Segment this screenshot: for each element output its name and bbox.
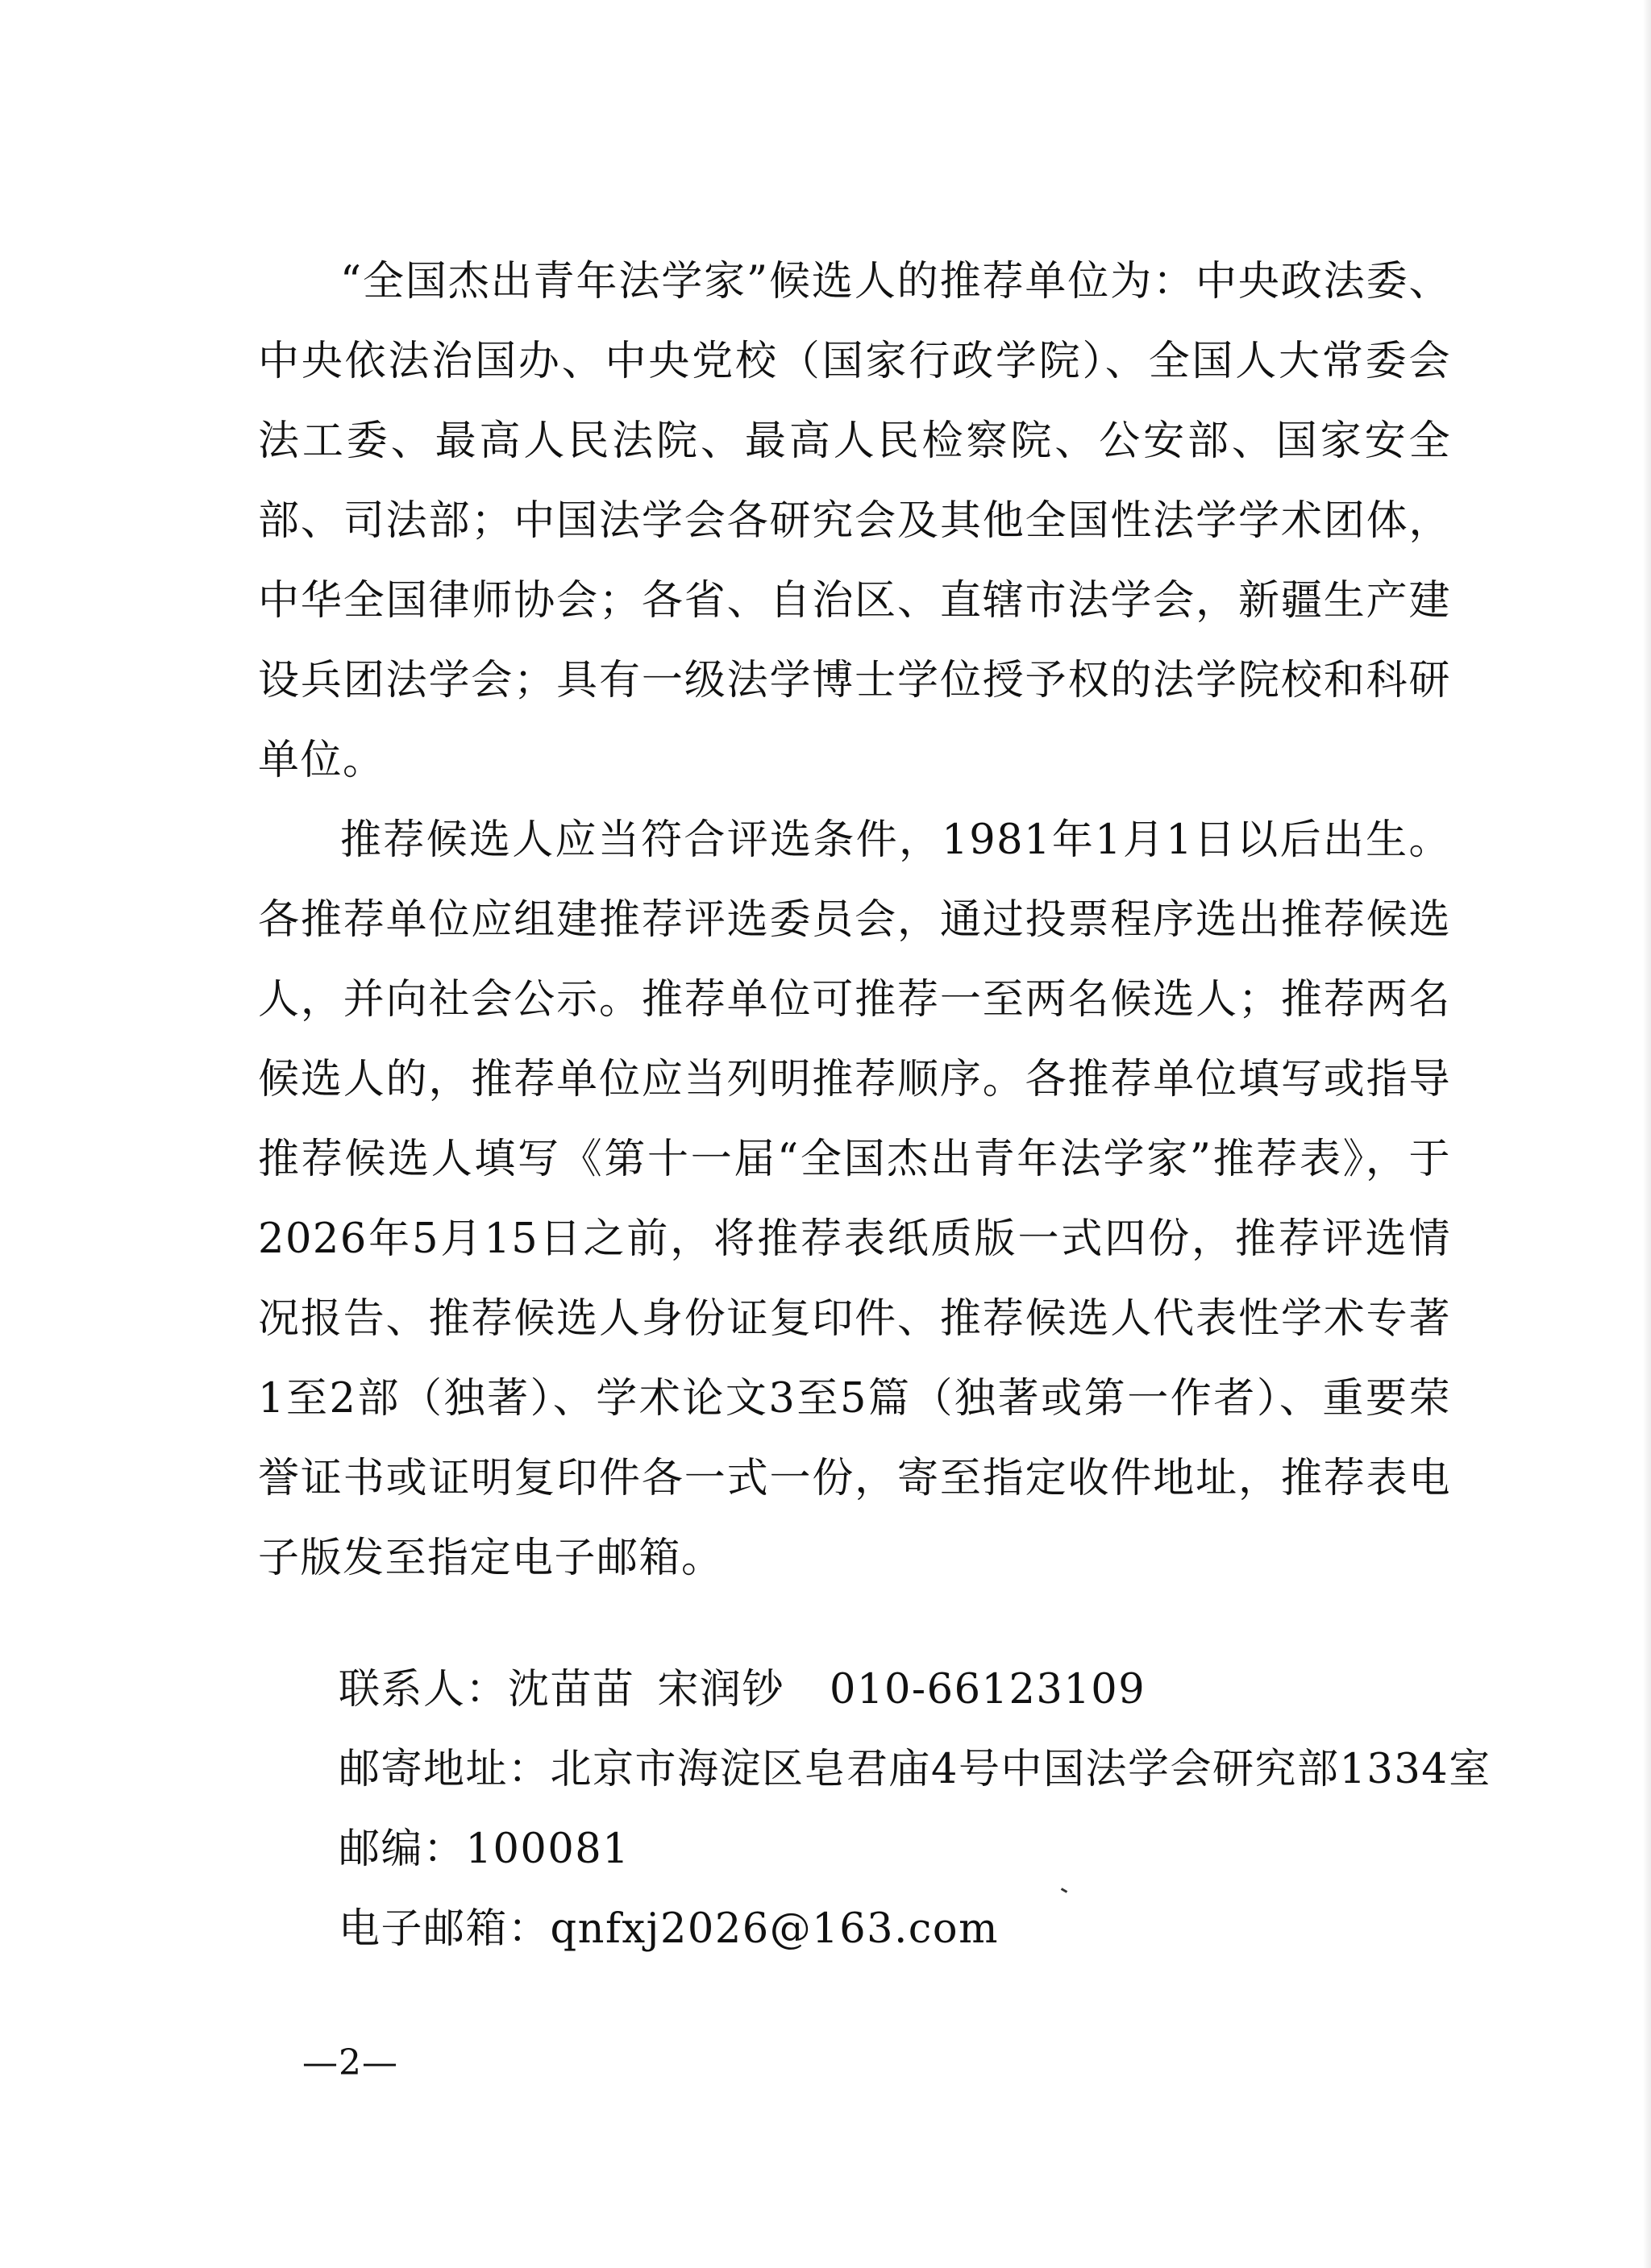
postcode-value: 100081 [465,1826,630,1873]
email-label: 电子邮箱： [339,1905,551,1953]
contact-person-2: 宋润钞 [657,1666,785,1713]
contact-person-1: 沈苗苗 [508,1666,635,1713]
page-number: —2— [302,2042,398,2083]
postcode-line [339,1809,1467,1889]
email-address: qnfxj2026@163.com [550,1905,999,1953]
contact-person-line [339,1650,1467,1730]
mailing-address-line [339,1730,1491,1809]
mailing-address: 北京市海淀区皂君庙4号中国法学会研究部1334室 [550,1746,1491,1793]
postcode-label: 邮编： [339,1826,466,1873]
contact-information [339,1650,1491,1969]
address-label: 邮寄地址： [339,1746,551,1793]
contact-phone: 010-66123109 [830,1666,1146,1713]
email-line [339,1889,1467,1969]
page-edge-shadow [1643,0,1651,2268]
paragraph-recommending-units: “全国杰出青年法学家”候选人的推荐单位为：中央政法委、中央依法治国办、中央党校（国家行政学院）、全国人大常委会法工委、最高人民法院、最高人民检察院、公安部、国家安全部、司法部；中国法学会各研究会及其他全国性法学学术团体，中华全国律师协会；各省、自治区、直辖市法学会，新疆生产建设兵团法学会；具有一级法学博士学位授予权的法学院校和科研单位。 [258,258,1451,784]
contact-label: 联系人： [339,1666,509,1713]
document-body [258,242,1451,1598]
paragraph-recommendation-requirements: 推荐候选人应当符合评选条件，1981年1月1日以后出生。各推荐单位应组建推荐评选委员会，通过投票程序选出推荐候选人，并向社会公示。推荐单位可推荐一至两名候选人；推荐两名候选人的，推荐单位应当列明推荐顺序。各推荐单位填写或指导推荐候选人填写《第十一届“全国杰出青年法学家”推荐表》，于2026年5月15日之前，将推荐表纸质版一式四份，推荐评选情况报告、推荐候选人身份证复印件、推荐候选人代表性学术专著1至2部（独著）、学术论文3至5篇（独著或第一作者）、重要荣誉证书或证明复印件各一式一份，寄至指定收件地址，推荐表电子版发至指定电子邮箱。 [258,816,1451,1582]
